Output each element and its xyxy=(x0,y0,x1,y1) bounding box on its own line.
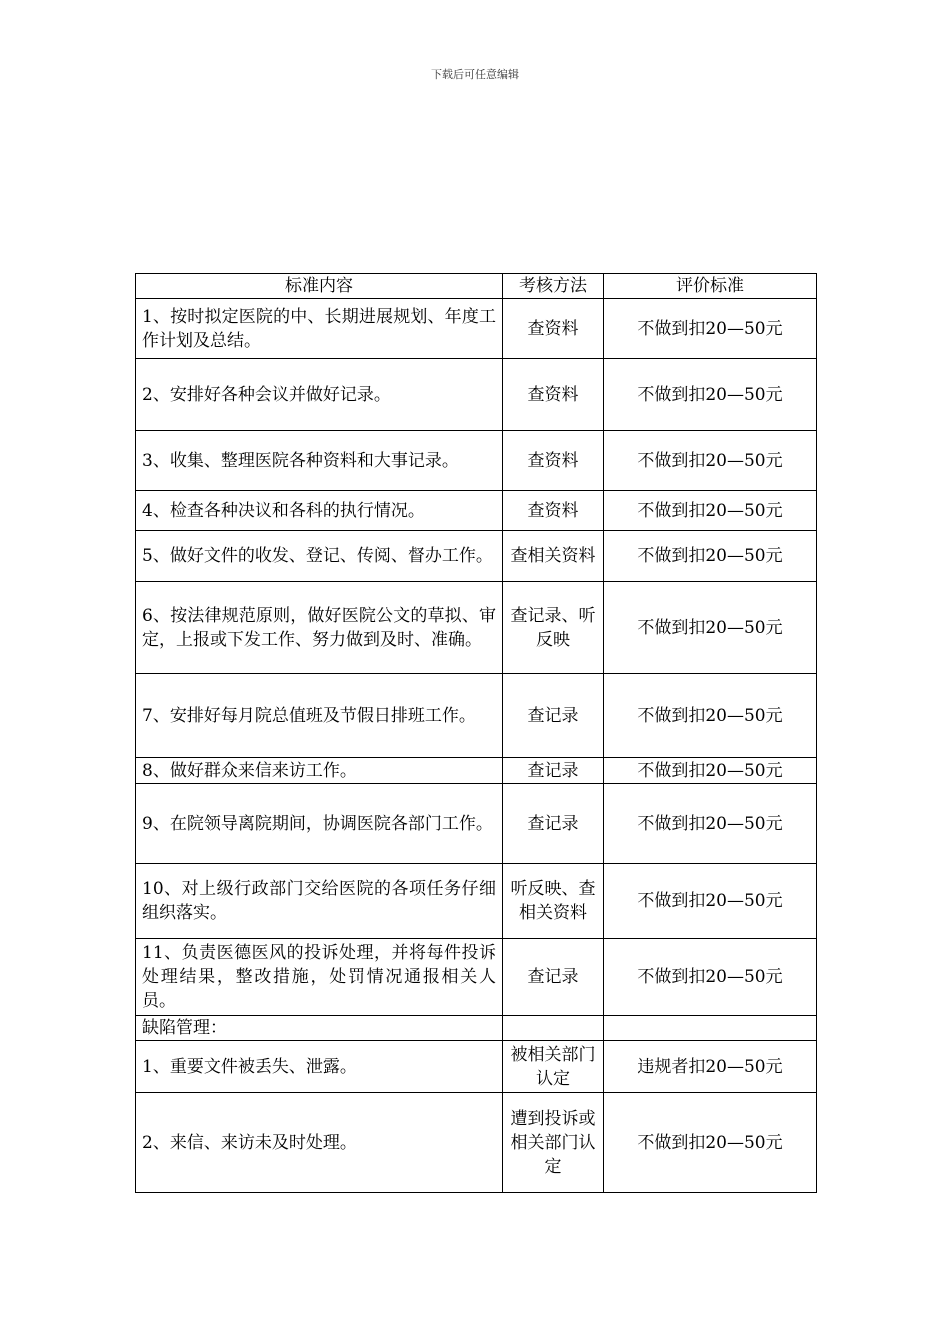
header-note: 下载后可任意编辑 xyxy=(431,68,519,81)
cell-method xyxy=(503,1016,604,1041)
table-row xyxy=(136,939,817,1016)
cell-eval: 不做到扣20—50元 xyxy=(604,431,817,491)
cell-eval: 不做到扣20—50元 xyxy=(604,359,817,431)
cell-method: 查资料 xyxy=(503,299,604,359)
table-row xyxy=(136,431,817,491)
cell-eval: 不做到扣20—50元 xyxy=(604,582,817,674)
cell-content: 7、安排好每月院总值班及节假日排班工作。 xyxy=(136,674,503,758)
table-body xyxy=(136,299,817,1193)
table-row xyxy=(136,491,817,531)
cell-eval: 不做到扣20—50元 xyxy=(604,491,817,531)
cell-method: 被相关部门认定 xyxy=(503,1041,604,1093)
cell-content: 1、按时拟定医院的中、长期进展规划、年度工作计划及总结。 xyxy=(136,299,503,359)
cell-eval xyxy=(604,1016,817,1041)
cell-eval: 违规者扣20—50元 xyxy=(604,1041,817,1093)
cell-method: 查资料 xyxy=(503,431,604,491)
header-method: 考核方法 xyxy=(503,274,604,299)
cell-content: 10、对上级行政部门交给医院的各项任务仔细组织落实。 xyxy=(136,864,503,939)
table-row xyxy=(136,1093,817,1193)
table-row xyxy=(136,864,817,939)
cell-content: 缺陷管理： xyxy=(136,1016,503,1041)
cell-content: 1、重要文件被丢失、泄露。 xyxy=(136,1041,503,1093)
header-eval: 评价标准 xyxy=(604,274,817,299)
cell-method: 查记录 xyxy=(503,758,604,784)
table-row xyxy=(136,531,817,582)
cell-content: 9、在院领导离院期间，协调医院各部门工作。 xyxy=(136,784,503,864)
table-row xyxy=(136,758,817,784)
cell-eval: 不做到扣20—50元 xyxy=(604,531,817,582)
cell-method: 查资料 xyxy=(503,491,604,531)
table-row xyxy=(136,359,817,431)
cell-eval: 不做到扣20—50元 xyxy=(604,674,817,758)
cell-content: 2、来信、来访未及时处理。 xyxy=(136,1093,503,1193)
cell-method: 查记录 xyxy=(503,674,604,758)
header-content: 标准内容 xyxy=(136,274,503,299)
cell-method: 查记录 xyxy=(503,939,604,1016)
cell-content: 3、收集、整理医院各种资料和大事记录。 xyxy=(136,431,503,491)
table-row xyxy=(136,1016,817,1041)
table-header-row xyxy=(136,274,817,299)
cell-method: 查资料 xyxy=(503,359,604,431)
table-row xyxy=(136,784,817,864)
cell-eval: 不做到扣20—50元 xyxy=(604,864,817,939)
cell-method: 查记录 xyxy=(503,784,604,864)
table-row xyxy=(136,299,817,359)
cell-content: 11、负责医德医风的投诉处理，并将每件投诉处理结果，整改措施，处罚情况通报相关人员。 xyxy=(136,939,503,1016)
cell-eval: 不做到扣20—50元 xyxy=(604,299,817,359)
cell-content: 6、按法律规范原则，做好医院公文的草拟、审定，上报或下发工作、努力做到及时、准确。 xyxy=(136,582,503,674)
cell-eval: 不做到扣20—50元 xyxy=(604,1093,817,1193)
cell-eval: 不做到扣20—50元 xyxy=(604,784,817,864)
cell-content: 8、做好群众来信来访工作。 xyxy=(136,758,503,784)
cell-eval: 不做到扣20—50元 xyxy=(604,758,817,784)
cell-eval: 不做到扣20—50元 xyxy=(604,939,817,1016)
cell-content: 4、检查各种决议和各科的执行情况。 xyxy=(136,491,503,531)
cell-content: 2、安排好各种会议并做好记录。 xyxy=(136,359,503,431)
table-row xyxy=(136,582,817,674)
cell-method: 查相关资料 xyxy=(503,531,604,582)
cell-content: 5、做好文件的收发、登记、传阅、督办工作。 xyxy=(136,531,503,582)
cell-method: 查记录、听反映 xyxy=(503,582,604,674)
cell-method: 遭到投诉或相关部门认定 xyxy=(503,1093,604,1193)
table-row xyxy=(136,674,817,758)
table-row xyxy=(136,1041,817,1093)
cell-method: 听反映、查相关资料 xyxy=(503,864,604,939)
evaluation-table xyxy=(135,273,817,1193)
